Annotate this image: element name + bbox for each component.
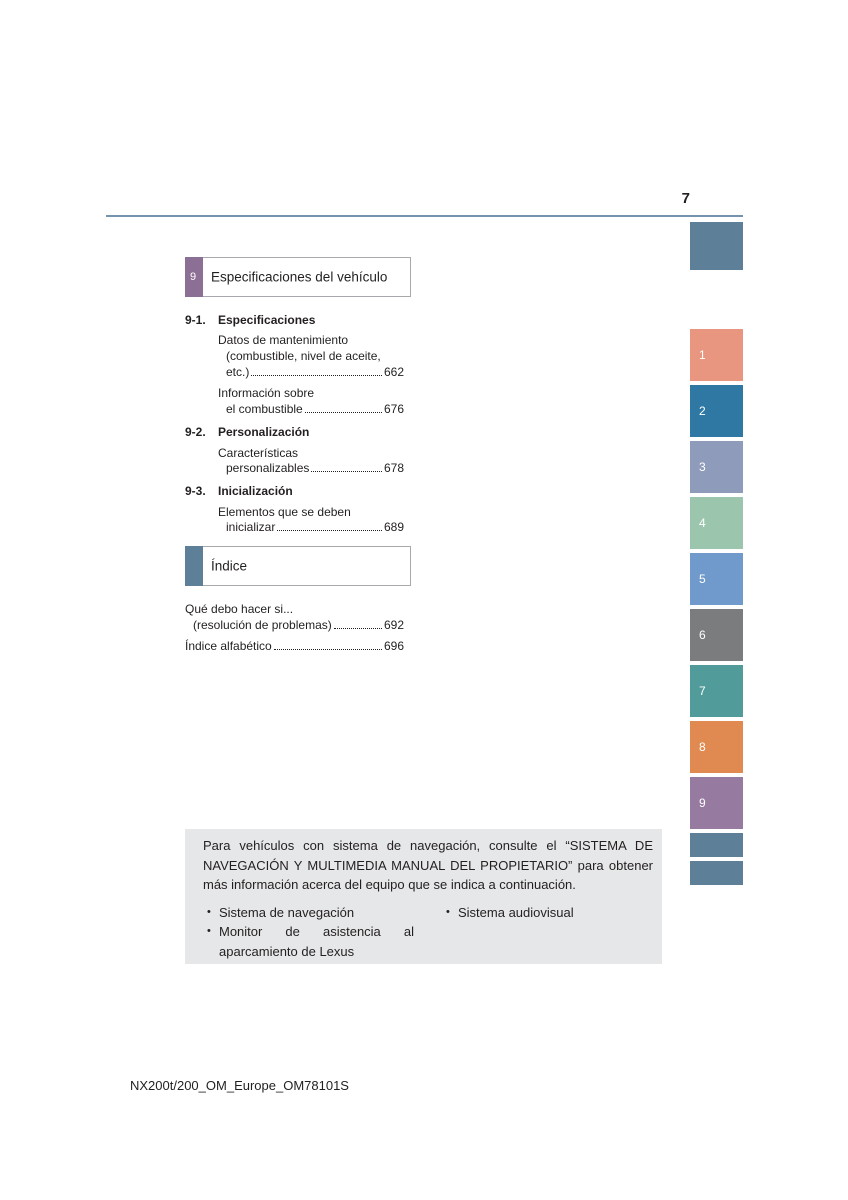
leader-dots <box>305 411 382 413</box>
toc-entry-initialize[interactable]: inicializar 689 <box>226 520 404 534</box>
side-tab-blank-b[interactable] <box>690 861 743 885</box>
page-ref: 676 <box>383 402 404 416</box>
side-tab-8[interactable]: 8 <box>690 721 743 773</box>
side-tab-7[interactable]: 7 <box>690 665 743 717</box>
bullet-item: • Sistema de navegación <box>219 903 429 923</box>
toc-entry-troubleshooting[interactable]: (resolución de problemas) 692 <box>193 618 404 632</box>
leader-dots <box>311 470 382 472</box>
toc-entry-line: Elementos que se deben <box>218 505 351 519</box>
page-ref: 662 <box>383 365 404 379</box>
section-9-strip: 9 <box>185 257 203 297</box>
toc-entry-line: (combustible, nivel de aceite, <box>226 349 381 363</box>
side-tab-6[interactable]: 6 <box>690 609 743 661</box>
page-ref: 696 <box>383 639 404 653</box>
toc-entry-line: Datos de mantenimiento <box>218 333 349 347</box>
page-ref: 689 <box>383 520 404 534</box>
subsection-9-2[interactable]: 9-2. Personalización <box>185 425 310 439</box>
toc-entry-line: Información sobre <box>218 386 315 400</box>
side-tab-blank-a[interactable] <box>690 833 743 857</box>
side-tab-9[interactable]: 9 <box>690 777 743 829</box>
bullet-item: • Sistema audiovisual <box>458 903 648 923</box>
bullet-icon: • <box>207 925 211 937</box>
page-ref: 692 <box>383 618 404 632</box>
toc-entry-maintenance[interactable]: etc.) 662 <box>226 365 404 379</box>
section-9-header[interactable] <box>185 257 411 297</box>
index-strip <box>185 546 203 586</box>
bullet-item: • Monitor de asistencia al aparcamiento de Lexus <box>207 924 414 959</box>
side-tab-blank[interactable] <box>690 222 743 270</box>
side-tab-2[interactable]: 2 <box>690 385 743 437</box>
page-ref: 678 <box>383 461 404 475</box>
header-rule <box>106 215 743 217</box>
index-title: Índice <box>211 558 248 574</box>
page-number: 7 <box>681 190 690 207</box>
side-tab-1[interactable]: 1 <box>690 329 743 381</box>
side-tab-4[interactable]: 4 <box>690 497 743 549</box>
toc-entry-customizable[interactable]: personalizables 678 <box>226 461 404 475</box>
toc-entry-alphabetical-index[interactable]: Índice alfabético 696 <box>185 639 404 653</box>
leader-dots <box>251 374 382 376</box>
leader-dots <box>334 627 382 629</box>
document-footer: NX200t/200_OM_Europe_OM78101S <box>130 1078 349 1093</box>
subsection-9-3[interactable]: 9-3. Inicialización <box>185 484 293 498</box>
leader-dots <box>274 648 382 650</box>
section-9-title: Especificaciones del vehículo <box>211 269 388 285</box>
subsection-9-1[interactable]: 9-1. Especificaciones <box>185 313 316 327</box>
bullet-icon: • <box>446 906 450 918</box>
side-tab-5[interactable]: 5 <box>690 553 743 605</box>
bullet-icon: • <box>207 906 211 918</box>
toc-entry-line: Características <box>218 446 299 460</box>
navigation-note-text: Para vehículos con sistema de navegación, consulte el “SISTEMA DE NAVEGACIÓN Y MULTIMEDIA MANUAL DEL PROPIETARIO” para obtener más información acerca del equipo que se indica a continuación. <box>203 838 653 892</box>
index-section-header[interactable] <box>185 546 411 586</box>
leader-dots <box>277 529 382 531</box>
toc-entry-line: Qué debo hacer si... <box>185 602 294 616</box>
side-tab-3[interactable]: 3 <box>690 441 743 493</box>
toc-entry-fuel[interactable]: el combustible 676 <box>226 402 404 416</box>
